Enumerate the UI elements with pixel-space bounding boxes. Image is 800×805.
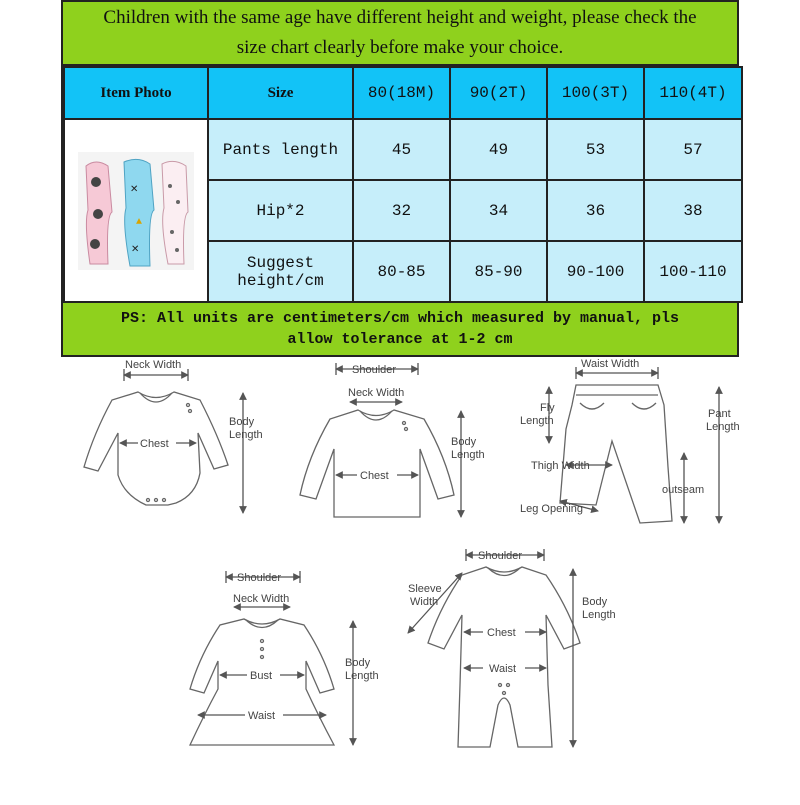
romper-body-length-label-2: Length — [582, 609, 616, 621]
romper-diagram — [408, 549, 580, 747]
table-row — [64, 119, 742, 180]
cell: 38 — [644, 180, 742, 241]
notice-line-1: Children with the same age have different height and weight, please check the — [103, 7, 697, 28]
cell: 45 — [353, 119, 450, 180]
dress-body-length-label-1: Body — [345, 657, 371, 669]
svg-text:✕: ✕ — [130, 184, 139, 196]
size-table — [63, 66, 743, 303]
dress-waist-label: Waist — [248, 710, 276, 722]
ps-line-2: allow tolerance at 1-2 cm — [287, 331, 513, 348]
dress-bust-label: Bust — [250, 670, 273, 682]
romper-chest-label: Chest — [487, 627, 516, 639]
header-size-110: 110(4T) — [644, 67, 742, 119]
item-photo-cell — [64, 119, 208, 302]
romper-sleeve-width-label-2: Width — [410, 596, 439, 608]
measurement-diagrams — [0, 345, 800, 800]
row-label-suggest-height — [208, 241, 353, 302]
cell: 32 — [353, 180, 450, 241]
cell: 100-110 — [644, 241, 742, 302]
shirt-shoulder-label: Shoulder — [352, 364, 397, 376]
svg-text:✕: ✕ — [131, 244, 140, 256]
shirt-body-length-label-1: Body — [451, 436, 477, 448]
pants-diagram — [549, 367, 719, 523]
row-label-pants-length: Pants length — [208, 119, 353, 180]
shirt-neck-width-label: Neck Width — [348, 387, 405, 399]
label-line-2: height/cm — [237, 271, 324, 290]
shirt-chest-label: Chest — [360, 470, 389, 482]
row-label-hip: Hip*2 — [208, 180, 353, 241]
pants-fly-length-label-2: Length — [520, 415, 554, 427]
measurement-diagram-svg — [0, 345, 800, 800]
label-line-1: Suggest — [246, 253, 315, 272]
romper-waist-label: Waist — [489, 663, 517, 675]
ps-line-1: PS: All units are centimeters/cm which measured by manual, pls — [120, 310, 680, 327]
cell: 34 — [450, 180, 547, 241]
size-chart — [61, 0, 739, 357]
dress-body-length-label-2: Length — [345, 670, 379, 682]
header-size-100: 100(3T) — [547, 67, 644, 119]
cell: 36 — [547, 180, 644, 241]
header-size-80: 80(18M) — [353, 67, 450, 119]
pants-waist-width-label: Waist Width — [581, 358, 640, 370]
header-item-photo: Item Photo — [64, 67, 208, 119]
notice-banner — [63, 2, 737, 66]
pants-pant-length-label-2: Length — [706, 421, 740, 433]
shirt-body-length-label-2: Length — [451, 449, 485, 461]
bodysuit-chest-label: Chest — [140, 438, 169, 450]
cell: 80-85 — [353, 241, 450, 302]
cell: 57 — [644, 119, 742, 180]
table-header-row — [64, 67, 742, 119]
dress-shoulder-label: Shoulder — [237, 572, 282, 584]
bodysuit-body-length-label-2: Length — [229, 429, 263, 441]
notice-line-2: size chart clearly before make your choice. — [236, 37, 564, 58]
cell: 85-90 — [450, 241, 547, 302]
pants-fly-length-label-1: Fly — [540, 402, 555, 414]
pants-leg-opening-label: Leg Opening — [520, 503, 583, 515]
header-size-90: 90(2T) — [450, 67, 547, 119]
header-size: Size — [208, 67, 353, 119]
romper-sleeve-width-label-1: Sleeve — [408, 583, 442, 595]
pants-outseam-label: outseam — [662, 484, 705, 496]
bodysuit-neck-width-label: Neck Width — [125, 359, 182, 371]
dress-neck-width-label: Neck Width — [233, 593, 290, 605]
pants-thigh-width-label: Thigh Width — [531, 460, 590, 472]
item-photo — [78, 152, 194, 270]
pants-pant-length-label-1: Pant — [708, 408, 731, 420]
cell: 49 — [450, 119, 547, 180]
svg-text:▲: ▲ — [136, 216, 143, 228]
romper-body-length-label-1: Body — [582, 596, 608, 608]
romper-shoulder-label: Shoulder — [478, 550, 523, 562]
bodysuit-body-length-label-1: Body — [229, 416, 255, 428]
cell: 90-100 — [547, 241, 644, 302]
cell: 53 — [547, 119, 644, 180]
